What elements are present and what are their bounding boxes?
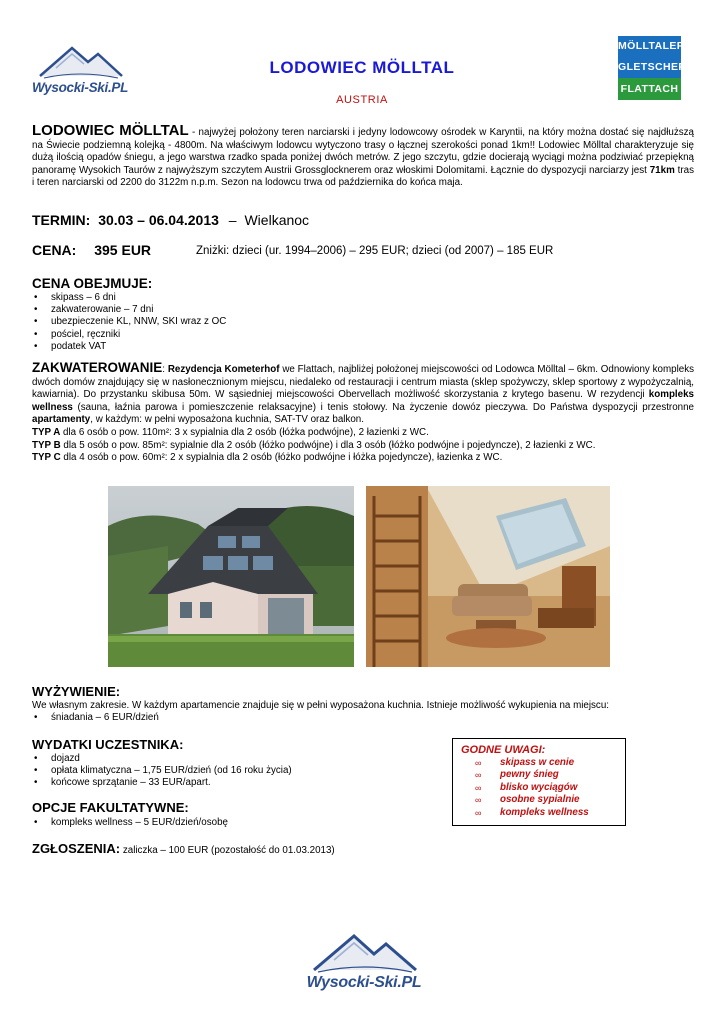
accommodation-colon: :	[162, 364, 165, 375]
list-item: • zakwaterowanie – 7 dni	[32, 304, 432, 316]
badge-line-3: FLATTACH	[620, 83, 679, 95]
wellness-bold: kompleks wellness	[32, 389, 694, 413]
type-b-label: TYP B	[32, 439, 61, 451]
badge-line-2: GLETSCHER	[618, 57, 681, 78]
page-title: LODOWIEC MÖLLTAL	[269, 58, 455, 77]
includes-heading: CENA OBEJMUJE:	[32, 276, 153, 291]
expenses-heading: WYDATKI UCZESTNIKA:	[32, 737, 184, 752]
termin-label: TERMIN:	[32, 212, 91, 228]
intro-text-2: tras i teren narciarski od 2200 do 3122m n.p.m. Sezon na lodowcu trwa od października do końca maja.	[32, 164, 694, 189]
accommodation-text-3: , w każdym: w pełni wyposażona kuchnia, SAT-TV oraz balkon.	[90, 414, 364, 426]
list-item: • podatek VAT	[32, 341, 432, 353]
cena-price: 395 EUR	[94, 242, 152, 258]
type-b-text: dla 5 osób o pow. 85m²: sypialnie dla 2 osób (łóżko podwójne) i dla 3 osób (łóżko podwójne i pojedyncze), 2 łazienki z WC.	[60, 439, 596, 451]
booking-text: zaliczka – 100 EUR (pozostałość do 01.03.2013)	[122, 845, 335, 856]
list-item: • opłata klimatyczna – 1,75 EUR/dzień (od 16 roku życia)	[32, 765, 432, 777]
intro-heading: LODOWIEC MÖLLTAL	[32, 122, 189, 139]
badge-line-1: MÖLLTALER	[618, 36, 681, 57]
house-exterior-photo	[108, 486, 354, 667]
glacier-badge	[618, 36, 687, 100]
includes-list	[32, 292, 432, 353]
list-item: ∞ skipass w cenie	[453, 757, 625, 769]
footer-logo-text: Wysocki-Ski.PL	[306, 974, 422, 991]
food-text: We własnym zakresie. W każdym apartamencie znajduje się w pełni wyposażona kuchnia. Istnieje możliwość wykupienia na miejscu:	[32, 700, 609, 711]
notes-box	[452, 738, 626, 826]
food-list	[32, 712, 432, 724]
footer-logo[interactable]	[302, 928, 426, 998]
list-item: ∞ pewny śnieg	[453, 769, 625, 781]
intro-km: 71km	[649, 164, 675, 176]
options-list	[32, 817, 432, 829]
cena-label: CENA:	[32, 242, 77, 258]
list-item: • śniadania – 6 EUR/dzień	[32, 712, 432, 724]
accommodation-text-2: (sauna, łaźnia parowa i pomieszczenie relaksacyjne) i tenis stołowy. Na życzenie dowóz pieczywa. Do Państwa dyspozycji przestronne	[72, 401, 694, 413]
mountain-logo-icon	[302, 928, 426, 974]
list-item: • ubezpieczenie KL, NNW, SKI wraz z OC	[32, 316, 432, 328]
list-item: • skipass – 6 dni	[32, 292, 432, 304]
type-c-line	[32, 452, 694, 465]
apartments-bold: apartamenty	[32, 414, 91, 426]
type-a-label: TYP A	[32, 426, 61, 438]
interior-photo	[366, 486, 610, 667]
list-item: ∞ osobne sypialnie	[453, 794, 625, 806]
type-b-line	[32, 440, 694, 453]
list-item: • dojazd	[32, 753, 432, 765]
type-a-line	[32, 427, 694, 440]
notes-list	[453, 757, 625, 819]
type-c-text: dla 4 osób o pow. 60m²: 2 x sypialnia dla 2 osób (łóżko podwójne i łóżka pojedyncze), łazienka z WC.	[60, 452, 503, 464]
list-item: • końcowe sprzątanie – 33 EUR/apart.	[32, 777, 432, 789]
termin-occasion: Wielkanoc	[244, 212, 310, 228]
intro-paragraph	[32, 122, 694, 190]
accommodation-text-1: we Flattach, najbliżej położonej miejscowości od Lodowca Mölltal – 6km. Odnowiony kompleks dwóch domów znajdujący się w nasłonecznionym miejscu, niedaleko od restauracji i centrum miasta (sklep spożywczy, sklep sportowy z wypożyczalnią, kawiarnia). Do przystanku skibusa 50m. W sąsiedniej miejscowości Obervellach możliwość skorzystania z krytego basenu. W rezydencji	[32, 364, 694, 401]
country-subtitle: AUSTRIA	[336, 94, 388, 106]
booking-heading: ZGŁOSZENIA:	[32, 841, 121, 856]
termin-dash: –	[228, 212, 237, 228]
intro-text: - najwyżej położony teren narciarski i jedyny lodowcowy ośrodek w Karyntii, na który można dostać się najdłuższą na Świecie podziemną kolejką - 4800m. Na właściwym lodowcu wytyczono trasy o łącznej szerokości ponad 1km!! Lodowiec Mölltal charakteryzuje się dużą ilością opadów śniegu, a jego warstwa rzadko spada poniżej dwóch metrów. Z jego szczytu, gdzie docierają wyciągi można podziwiać przepiękną panoramę Wysokich Taurów z najwyższym szczytem Austrii Grossglocknerem oraz włoskimi Dolomitami. Łącznie do dyspozycji narciarzy jest	[32, 127, 694, 176]
logo-text: Wysocki-Ski.PL	[31, 80, 129, 95]
type-a-text: dla 6 osób o pow. 110m²: 3 x sypialnia dla 2 osób (łóżka podwójne), 2 łazienki z WC.	[60, 426, 429, 438]
expenses-list	[32, 753, 432, 790]
list-item: ∞ kompleks wellness	[453, 807, 625, 819]
list-item: ∞ blisko wyciągów	[453, 782, 625, 794]
type-c-label: TYP C	[32, 452, 61, 464]
notes-title: GODNE UWAGI:	[461, 744, 546, 756]
list-item: • kompleks wellness – 5 EUR/dzień/osobę	[32, 817, 432, 829]
food-heading: WYŻYWIENIE:	[32, 684, 121, 699]
cena-discounts: Zniżki: dzieci (ur. 1994–2006) – 295 EUR; dzieci (od 2007) – 185 EUR	[196, 245, 554, 257]
termin-line	[32, 212, 309, 228]
booking-line	[32, 841, 335, 856]
list-item: • pościel, ręczniki	[32, 329, 432, 341]
accommodation-paragraph	[32, 362, 694, 465]
residence-name: Rezydencja Kometerhof	[167, 364, 280, 375]
termin-dates: 30.03 – 06.04.2013	[98, 212, 219, 228]
accommodation-heading: ZAKWATEROWANIE	[32, 360, 163, 375]
options-heading: OPCJE FAKULTATYWNE:	[32, 800, 189, 815]
